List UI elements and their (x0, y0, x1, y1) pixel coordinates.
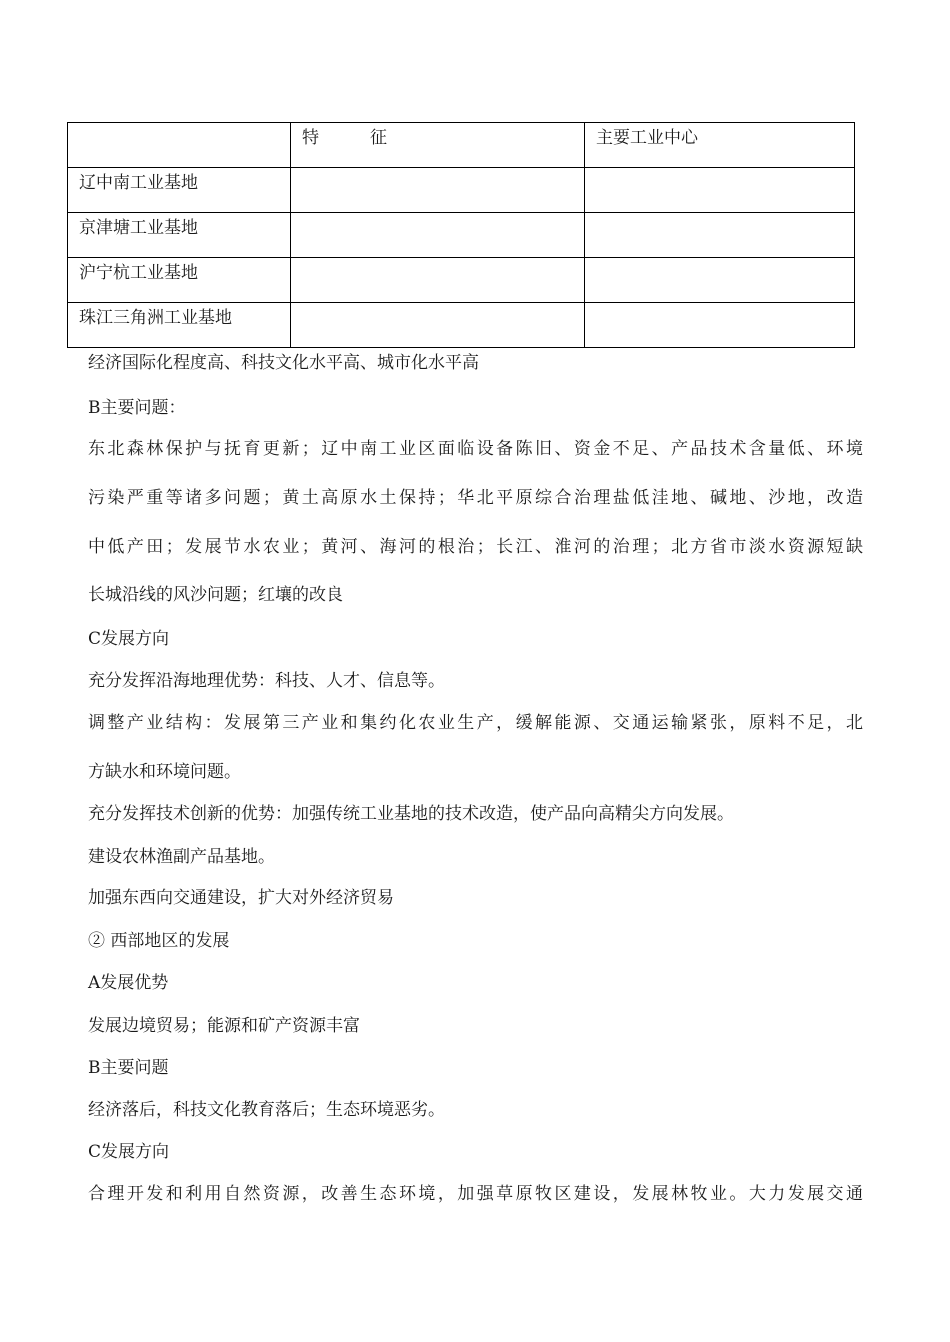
body-text-line: 合理开发和利用自然资源，改善生态环境，加强草原牧区建设，发展林牧业。大力发展交通 (88, 1184, 863, 1204)
table-cell (585, 213, 855, 258)
section-heading: B主要问题 (88, 1058, 169, 1078)
table-cell (585, 258, 855, 303)
body-text-line: 经济落后，科技文化教育落后；生态环境恶劣。 (88, 1100, 445, 1120)
section-heading: ② 西部地区的发展 (88, 931, 230, 951)
table-header-cell: 主要工业中心 (585, 123, 855, 168)
table-cell: 沪宁杭工业基地 (68, 258, 291, 303)
body-text-line: 调整产业结构：发展第三产业和集约化农业生产，缓解能源、交通运输紧张，原料不足，北 (88, 713, 863, 733)
body-text-line: 加强东西向交通建设，扩大对外经济贸易 (88, 888, 394, 908)
table-row (68, 168, 855, 213)
table-cell: 珠江三角洲工业基地 (68, 303, 291, 348)
body-text-line: 长城沿线的风沙问题；红壤的改良 (88, 585, 343, 605)
section-heading: C发展方向 (88, 1142, 170, 1162)
body-text-line: 污染严重等诸多问题；黄土高原水土保持；华北平原综合治理盐低洼地、碱地、沙地，改造 (88, 488, 863, 508)
body-text-line: 充分发挥沿海地理优势：科技、人才、信息等。 (88, 671, 445, 691)
table-header-row (68, 123, 855, 168)
industrial-base-table (67, 122, 855, 348)
table-row (68, 213, 855, 258)
section-heading: A发展优势 (88, 973, 169, 993)
body-text-line: 建设农林渔副产品基地。 (88, 847, 275, 867)
table-row (68, 258, 855, 303)
table-cell (291, 168, 585, 213)
section-heading: B主要问题： (88, 398, 186, 418)
body-text-line: 发展边境贸易；能源和矿产资源丰富 (88, 1016, 360, 1036)
body-text-line: 充分发挥技术创新的优势：加强传统工业基地的技术改造，使产品向高精尖方向发展。 (88, 804, 734, 824)
table-cell: 京津塘工业基地 (68, 213, 291, 258)
table-cell (291, 213, 585, 258)
table-cell (291, 258, 585, 303)
body-text-line: 东北森林保护与抚育更新；辽中南工业区面临设备陈旧、资金不足、产品技术含量低、环境 (88, 439, 863, 459)
table-cell (585, 168, 855, 213)
table-header-cell (68, 123, 291, 168)
body-text-line: 中低产田；发展节水农业；黄河、海河的根治；长江、淮河的治理；北方省市淡水资源短缺 (88, 537, 863, 557)
table-cell (585, 303, 855, 348)
table-row (68, 303, 855, 348)
table-cell: 辽中南工业基地 (68, 168, 291, 213)
table-header-cell: 特 征 (291, 123, 585, 168)
section-heading: C发展方向 (88, 629, 170, 649)
body-text-line: 经济国际化程度高、科技文化水平高、城市化水平高 (88, 353, 479, 373)
body-text-line: 方缺水和环境问题。 (88, 762, 241, 782)
table-cell (291, 303, 585, 348)
